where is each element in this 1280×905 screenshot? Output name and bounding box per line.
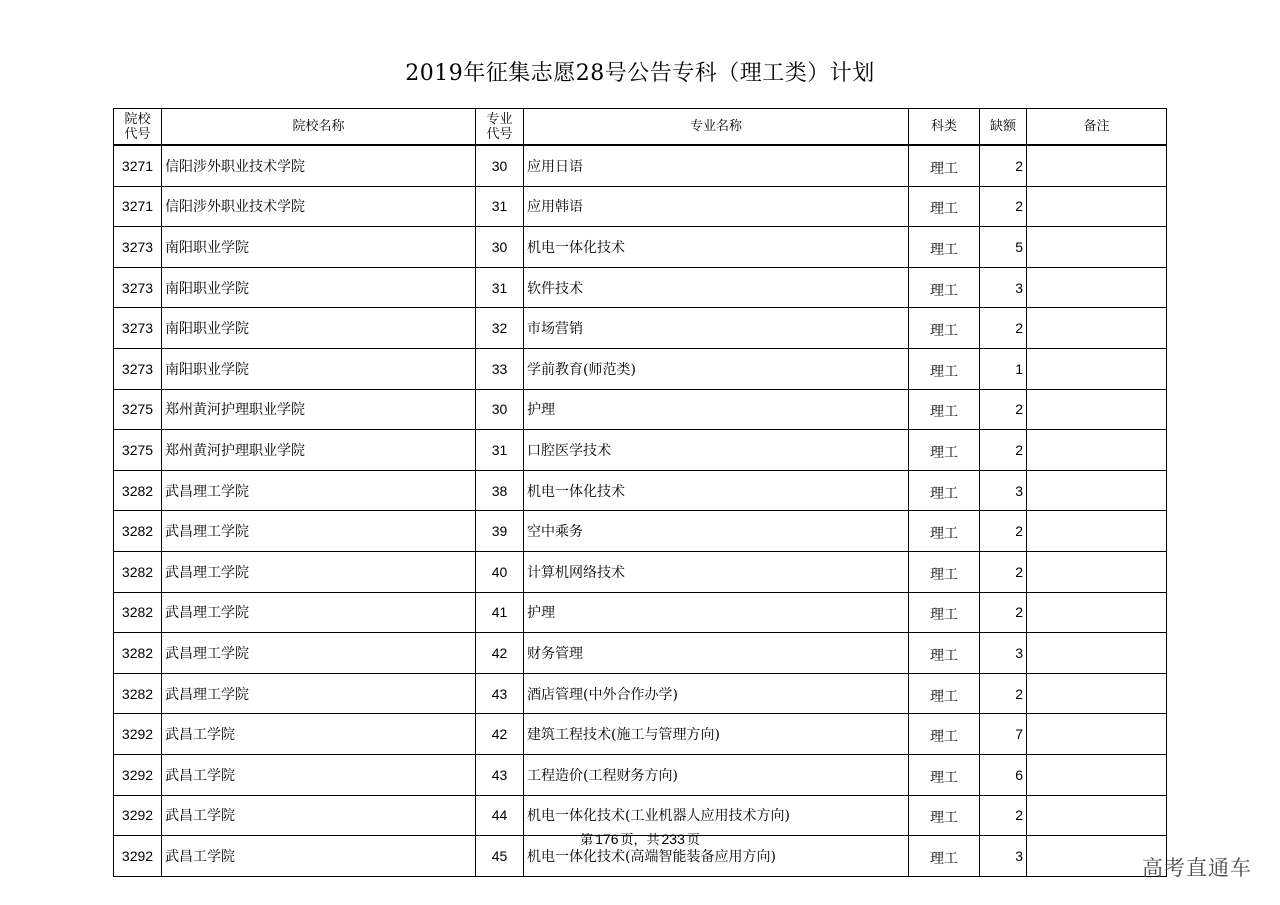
cell-major-code: 32	[476, 308, 524, 349]
cell-school-name: 南阳职业学院	[162, 227, 476, 268]
header-major-code	[476, 109, 524, 146]
header-note: 备注	[1027, 109, 1167, 146]
cell-quota: 2	[980, 186, 1027, 227]
header-major-code-label: 专业 代号	[486, 111, 513, 142]
cell-major-code: 41	[476, 592, 524, 633]
cell-school-code: 3275	[114, 430, 162, 471]
cell-major-code: 30	[476, 145, 524, 186]
cell-note	[1027, 227, 1167, 268]
table-header	[114, 109, 1167, 146]
cell-school-code: 3282	[114, 673, 162, 714]
cell-school-name: 武昌工学院	[162, 714, 476, 755]
cell-note	[1027, 145, 1167, 186]
cell-category: 理工	[909, 836, 980, 877]
cell-major-code: 31	[476, 267, 524, 308]
cell-major-name: 学前教育(师范类)	[524, 348, 909, 389]
cell-major-code: 31	[476, 186, 524, 227]
cell-major-code: 38	[476, 470, 524, 511]
table-row	[114, 511, 1167, 552]
cell-school-name: 武昌工学院	[162, 795, 476, 836]
cell-major-name: 工程造价(工程财务方向)	[524, 754, 909, 795]
cell-major-code: 45	[476, 836, 524, 877]
cell-major-name: 酒店管理(中外合作办学)	[524, 673, 909, 714]
cell-school-code: 3282	[114, 470, 162, 511]
table-row	[114, 348, 1167, 389]
cell-quota: 6	[980, 754, 1027, 795]
cell-category: 理工	[909, 470, 980, 511]
cell-school-code: 3292	[114, 754, 162, 795]
cell-note	[1027, 673, 1167, 714]
cell-category: 理工	[909, 511, 980, 552]
cell-major-name: 市场营销	[524, 308, 909, 349]
cell-major-code: 43	[476, 673, 524, 714]
cell-category: 理工	[909, 145, 980, 186]
table-row	[114, 267, 1167, 308]
cell-note	[1027, 714, 1167, 755]
cell-school-code: 3273	[114, 348, 162, 389]
cell-quota: 3	[980, 267, 1027, 308]
cell-quota: 3	[980, 836, 1027, 877]
cell-major-code: 33	[476, 348, 524, 389]
cell-school-code: 3282	[114, 633, 162, 674]
table-row	[114, 227, 1167, 268]
cell-category: 理工	[909, 308, 980, 349]
table-row	[114, 673, 1167, 714]
cell-category: 理工	[909, 348, 980, 389]
cell-major-code: 42	[476, 633, 524, 674]
table-row	[114, 551, 1167, 592]
cell-major-code: 43	[476, 754, 524, 795]
header-school-name: 院校名称	[162, 109, 476, 146]
cell-major-name: 护理	[524, 389, 909, 430]
cell-quota: 2	[980, 145, 1027, 186]
cell-note	[1027, 430, 1167, 471]
table-row	[114, 592, 1167, 633]
cell-school-name: 信阳涉外职业技术学院	[162, 186, 476, 227]
cell-school-name: 武昌工学院	[162, 836, 476, 877]
cell-school-code: 3273	[114, 227, 162, 268]
cell-major-code: 30	[476, 227, 524, 268]
cell-note	[1027, 551, 1167, 592]
cell-school-name: 武昌理工学院	[162, 633, 476, 674]
cell-category: 理工	[909, 592, 980, 633]
cell-school-name: 郑州黄河护理职业学院	[162, 389, 476, 430]
table-row	[114, 633, 1167, 674]
cell-major-code: 39	[476, 511, 524, 552]
cell-school-name: 武昌理工学院	[162, 592, 476, 633]
cell-major-name: 口腔医学技术	[524, 430, 909, 471]
cell-note	[1027, 633, 1167, 674]
cell-school-name: 郑州黄河护理职业学院	[162, 430, 476, 471]
cell-major-name: 机电一体化技术(高端智能装备应用方向)	[524, 836, 909, 877]
footer-middle: 页，共	[620, 833, 660, 848]
cell-major-name: 应用日语	[524, 145, 909, 186]
cell-school-name: 南阳职业学院	[162, 308, 476, 349]
cell-school-code: 3273	[114, 267, 162, 308]
cell-major-name: 护理	[524, 592, 909, 633]
cell-note	[1027, 267, 1167, 308]
cell-category: 理工	[909, 633, 980, 674]
cell-school-code: 3271	[114, 145, 162, 186]
cell-major-name: 应用韩语	[524, 186, 909, 227]
cell-note	[1027, 348, 1167, 389]
cell-category: 理工	[909, 551, 980, 592]
cell-school-name: 武昌理工学院	[162, 470, 476, 511]
cell-major-name: 建筑工程技术(施工与管理方向)	[524, 714, 909, 755]
cell-major-code: 31	[476, 430, 524, 471]
cell-quota: 5	[980, 227, 1027, 268]
cell-note	[1027, 186, 1167, 227]
footer-prefix: 第	[580, 833, 594, 848]
cell-major-name: 空中乘务	[524, 511, 909, 552]
cell-school-name: 南阳职业学院	[162, 267, 476, 308]
cell-category: 理工	[909, 227, 980, 268]
enrollment-plan-table	[113, 108, 1167, 877]
table-row	[114, 308, 1167, 349]
cell-quota: 3	[980, 470, 1027, 511]
footer-suffix: 页	[686, 833, 700, 848]
cell-school-code: 3282	[114, 511, 162, 552]
cell-note	[1027, 470, 1167, 511]
cell-quota: 3	[980, 633, 1027, 674]
watermark-logo-text: 高考直通车	[1142, 856, 1252, 880]
cell-school-code: 3271	[114, 186, 162, 227]
header-school-code	[114, 109, 162, 146]
cell-major-name: 财务管理	[524, 633, 909, 674]
cell-school-code: 3292	[114, 836, 162, 877]
table-row	[114, 470, 1167, 511]
cell-major-code: 44	[476, 795, 524, 836]
cell-quota: 2	[980, 551, 1027, 592]
table-body	[114, 145, 1167, 876]
cell-major-code: 30	[476, 389, 524, 430]
cell-quota: 1	[980, 348, 1027, 389]
header-quota: 缺额	[980, 109, 1027, 146]
cell-quota: 2	[980, 430, 1027, 471]
cell-quota: 2	[980, 673, 1027, 714]
cell-school-name: 信阳涉外职业技术学院	[162, 145, 476, 186]
header-school-code-label: 院校 代号	[124, 111, 151, 142]
cell-major-name: 计算机网络技术	[524, 551, 909, 592]
cell-major-name: 机电一体化技术	[524, 470, 909, 511]
cell-note	[1027, 389, 1167, 430]
footer-current-page: 176	[595, 831, 619, 847]
cell-major-name: 软件技术	[524, 267, 909, 308]
table-row	[114, 145, 1167, 186]
cell-school-name: 武昌理工学院	[162, 551, 476, 592]
cell-school-code: 3282	[114, 551, 162, 592]
cell-school-code: 3273	[114, 308, 162, 349]
cell-quota: 7	[980, 714, 1027, 755]
cell-school-code: 3292	[114, 714, 162, 755]
cell-school-name: 南阳职业学院	[162, 348, 476, 389]
cell-category: 理工	[909, 267, 980, 308]
cell-category: 理工	[909, 673, 980, 714]
cell-category: 理工	[909, 795, 980, 836]
header-major-name: 专业名称	[524, 109, 909, 146]
cell-major-code: 40	[476, 551, 524, 592]
cell-school-name: 武昌工学院	[162, 754, 476, 795]
cell-category: 理工	[909, 389, 980, 430]
cell-major-name: 机电一体化技术	[524, 227, 909, 268]
cell-note	[1027, 511, 1167, 552]
page-footer	[0, 829, 1280, 851]
cell-quota: 2	[980, 389, 1027, 430]
cell-category: 理工	[909, 714, 980, 755]
cell-note	[1027, 308, 1167, 349]
cell-quota: 2	[980, 308, 1027, 349]
cell-quota: 2	[980, 592, 1027, 633]
cell-category: 理工	[909, 754, 980, 795]
table-row	[114, 186, 1167, 227]
cell-school-code: 3275	[114, 389, 162, 430]
cell-quota: 2	[980, 511, 1027, 552]
cell-school-name: 武昌理工学院	[162, 511, 476, 552]
cell-school-code: 3292	[114, 795, 162, 836]
table-row	[114, 389, 1167, 430]
header-row	[114, 109, 1167, 146]
page-title: 2019年征集志愿28号公告专科（理工类）计划	[405, 61, 875, 86]
cell-quota: 2	[980, 795, 1027, 836]
header-category: 科类	[909, 109, 980, 146]
cell-note	[1027, 592, 1167, 633]
footer-total-pages: 233	[661, 831, 685, 847]
cell-note	[1027, 754, 1167, 795]
cell-category: 理工	[909, 430, 980, 471]
table-row	[114, 714, 1167, 755]
table-row	[114, 754, 1167, 795]
cell-category: 理工	[909, 186, 980, 227]
cell-major-name: 机电一体化技术(工业机器人应用技术方向)	[524, 795, 909, 836]
cell-school-code: 3282	[114, 592, 162, 633]
cell-major-code: 42	[476, 714, 524, 755]
table-row	[114, 430, 1167, 471]
cell-school-name: 武昌理工学院	[162, 673, 476, 714]
